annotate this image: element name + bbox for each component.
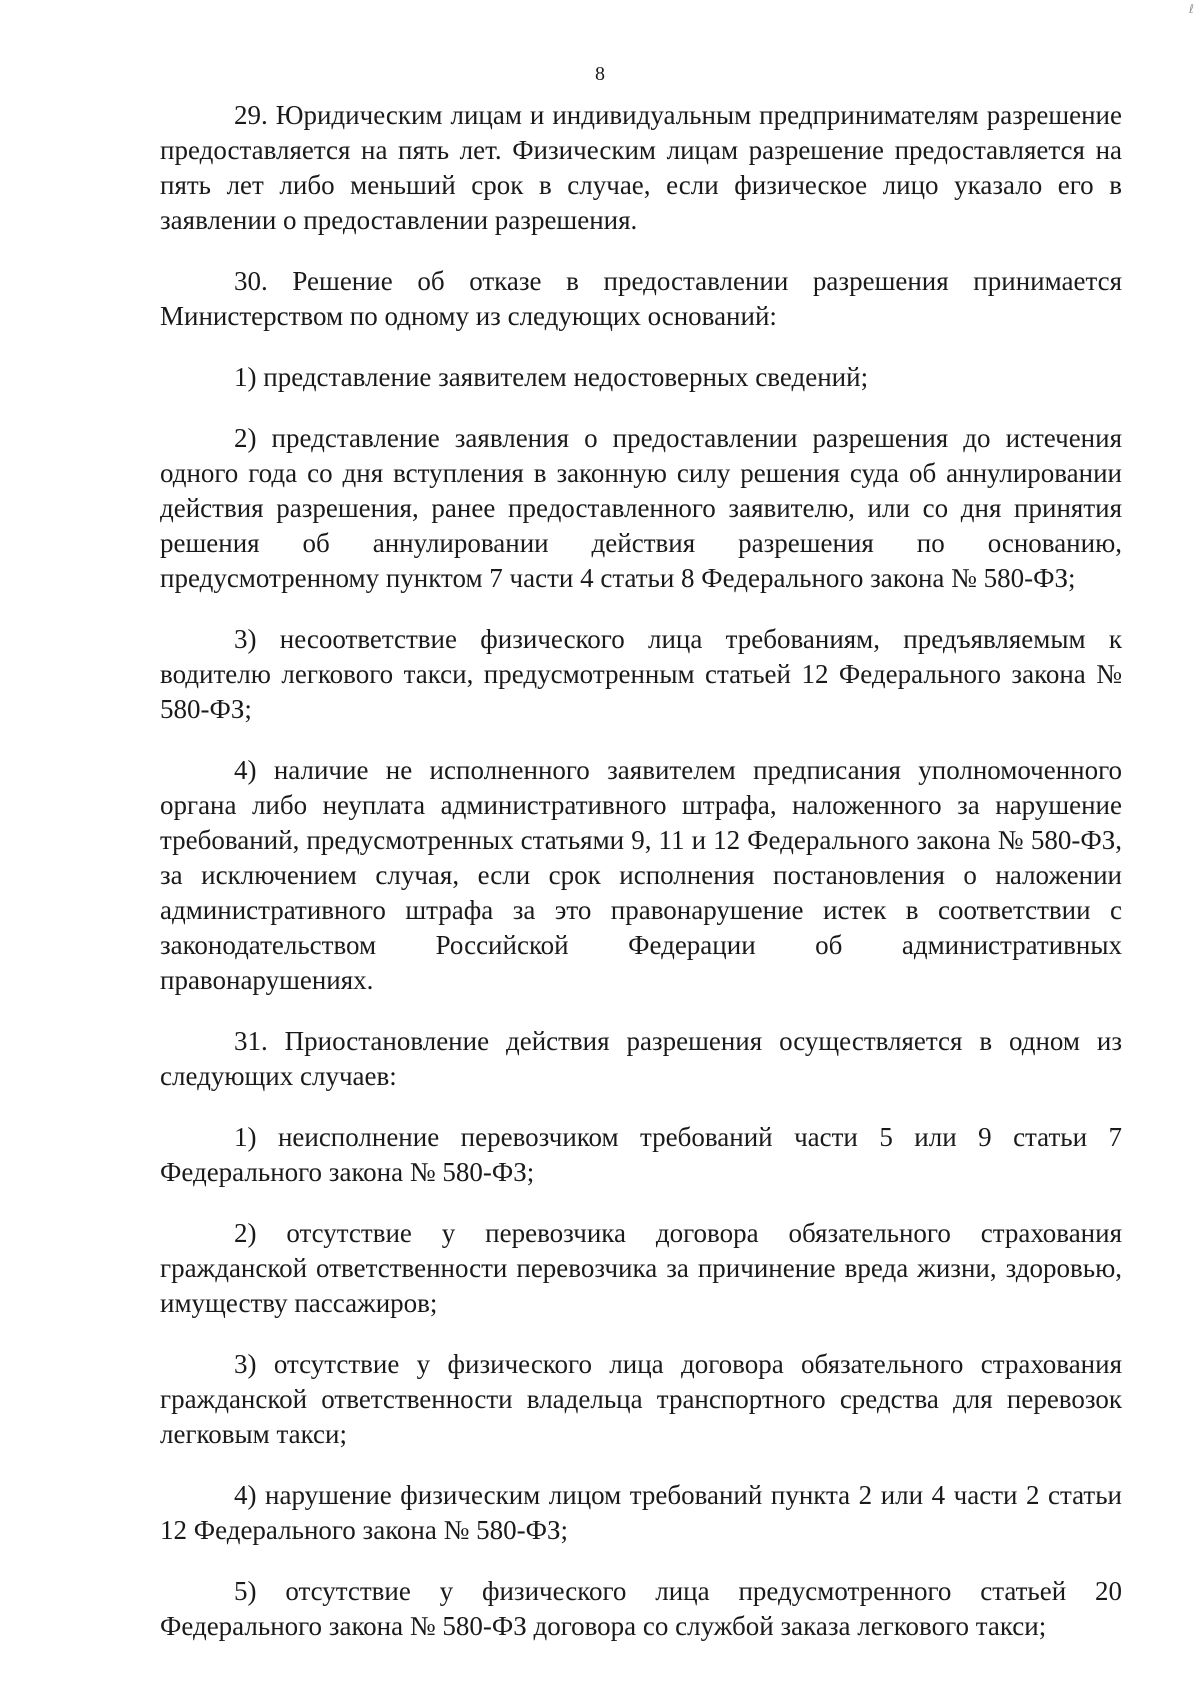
paragraph-29: 29. Юридическим лицам и индивидуальным предпринимателям разрешение предоставляется на пять лет. Физическим лицам разрешение предоставляется на пять лет либо меньший срок в случае, если физическое лицо указало его в заявлении о предоставлении разрешения. <box>160 100 1122 235</box>
paragraph-31-item-4: 4) нарушение физическим лицом требований пункта 2 или 4 части 2 статьи 12 Федерального закона № 580-ФЗ; <box>160 1480 1122 1545</box>
paragraph-31-item-5: 5) отсутствие у физического лица предусмотренного статьей 20 Федерального закона № 580-ФЗ договора со службой заказа легкового такси; <box>160 1576 1122 1641</box>
paragraph-30-item-4: 4) наличие не исполненного заявителем предписания уполномоченного органа либо неуплата административного штрафа, наложенного за нарушение требований, предусмотренных статьями 9, 11 и 12 Федерального закона № 580-ФЗ, за исключением случая, если срок исполнения постановления о наложении административного штрафа за это правонарушение истек в соответствии с законодательством Российской Федерации об административных правонарушениях. <box>160 755 1122 995</box>
paragraph-30-item-3: 3) несоответствие физического лица требованиям, предъявляемым к водителю легкового такси, предусмотренным статьей 12 Федерального закона № 580-ФЗ; <box>160 624 1122 724</box>
paragraph-31-item-1: 1) неисполнение перевозчиком требований части 5 или 9 статьи 7 Федерального закона № 580-ФЗ; <box>160 1122 1122 1187</box>
paragraph-30-item-2: 2) представление заявления о предоставлении разрешения до истечения одного года со дня вступления в законную силу решения суда об аннулировании действия разрешения, ранее предоставленного заявителю, или со дня принятия решения об аннулировании действия разрешения по основанию, предусмотренному пунктом 7 части 4 статьи 8 Федерального закона № 580-ФЗ; <box>160 423 1122 593</box>
scan-corner-mark: ℓ <box>1189 2 1194 16</box>
paragraph-31-item-2: 2) отсутствие у перевозчика договора обязательного страхования гражданской ответственности перевозчика за причинение вреда жизни, здоровью, имуществу пассажиров; <box>160 1218 1122 1318</box>
paragraph-30-item-1: 1) представление заявителем недостоверных сведений; <box>234 362 869 392</box>
paragraph-31: 31. Приостановление действия разрешения осуществляется в одном из следующих случаев: <box>160 1026 1122 1091</box>
paragraph-31-item-3: 3) отсутствие у физического лица договора обязательного страхования гражданской ответственности владельца транспортного средства для перевозок легковым такси; <box>160 1349 1122 1449</box>
page-number: 8 <box>595 63 605 85</box>
paragraph-30: 30. Решение об отказе в предоставлении разрешения принимается Министерством по одному из следующих оснований: <box>160 266 1122 331</box>
document-body <box>160 98 1122 1670</box>
